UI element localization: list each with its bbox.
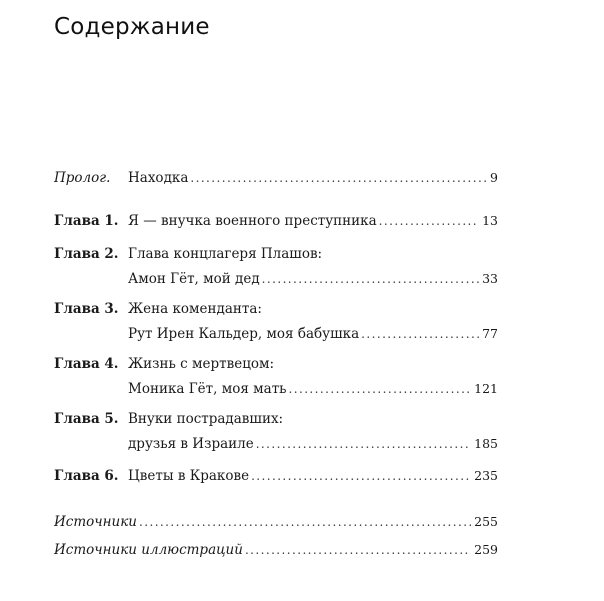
toc-entry-page: 235 [474, 468, 498, 483]
toc-entry-chapter-2[interactable] [54, 244, 498, 289]
toc-entry-prologue[interactable] [54, 168, 498, 188]
dot-leader [256, 434, 471, 454]
toc-entry-label: Пролог. [54, 170, 111, 186]
toc-entry-title: Цветы в Кракове [128, 468, 250, 484]
page-title: Содержание [54, 14, 210, 40]
dot-leader [139, 512, 471, 532]
toc-entry-label: Глава 3. [54, 301, 119, 317]
toc-entry-page: 259 [474, 542, 498, 557]
dot-leader [289, 379, 472, 399]
toc-entry-label: Глава 6. [54, 468, 119, 484]
toc-entry-chapter-3[interactable] [54, 299, 498, 344]
toc-entry-title: Жена коменданта: [128, 301, 262, 317]
toc-entry-label: Глава 1. [54, 213, 119, 229]
toc-entry-subtitle: Рут Ирен Кальдер, моя бабушка [128, 326, 360, 342]
toc-entry-title: Источники иллюстраций [54, 542, 243, 558]
toc-entry-chapter-1[interactable] [54, 211, 498, 231]
toc-entry-chapter-5[interactable] [54, 409, 498, 454]
toc-entry-subtitle: Моника Гёт, моя мать [128, 381, 287, 397]
toc-entry-illustration-sources[interactable] [54, 540, 498, 560]
dot-leader [262, 269, 479, 289]
dot-leader [251, 466, 471, 486]
toc-entry-page: 121 [474, 381, 498, 396]
toc-entry-chapter-6[interactable] [54, 466, 498, 486]
toc-entry-subtitle: друзья в Израиле [128, 436, 254, 452]
toc-entry-page: 9 [490, 170, 498, 185]
toc-entry-label: Глава 5. [54, 411, 119, 427]
toc-entry-title: Источники [54, 514, 138, 530]
toc-entry-title: Глава концлагеря Плашов: [128, 246, 323, 262]
toc-entry-page: 255 [474, 514, 498, 529]
toc-entry-title: Жизнь с мертвецом: [128, 356, 275, 372]
toc-entry-page: 77 [482, 326, 498, 341]
dot-leader [245, 540, 471, 560]
toc-entry-label: Глава 2. [54, 246, 119, 262]
toc-entry-page: 13 [482, 213, 498, 228]
toc-entry-page: 33 [482, 271, 498, 286]
toc-entry-chapter-4[interactable] [54, 354, 498, 399]
dot-leader [379, 211, 479, 231]
toc-entry-subtitle: Амон Гёт, мой дед [128, 271, 260, 287]
toc-entry-title: Находка [128, 170, 189, 186]
toc-entry-sources[interactable] [54, 512, 498, 532]
toc-entry-label: Глава 4. [54, 356, 119, 372]
dot-leader [190, 168, 487, 188]
dot-leader [361, 324, 479, 344]
toc-entry-title: Я — внучка военного преступника [128, 213, 377, 229]
toc-entry-page: 185 [474, 436, 498, 451]
toc-entry-title: Внуки пострадавших: [128, 411, 284, 427]
